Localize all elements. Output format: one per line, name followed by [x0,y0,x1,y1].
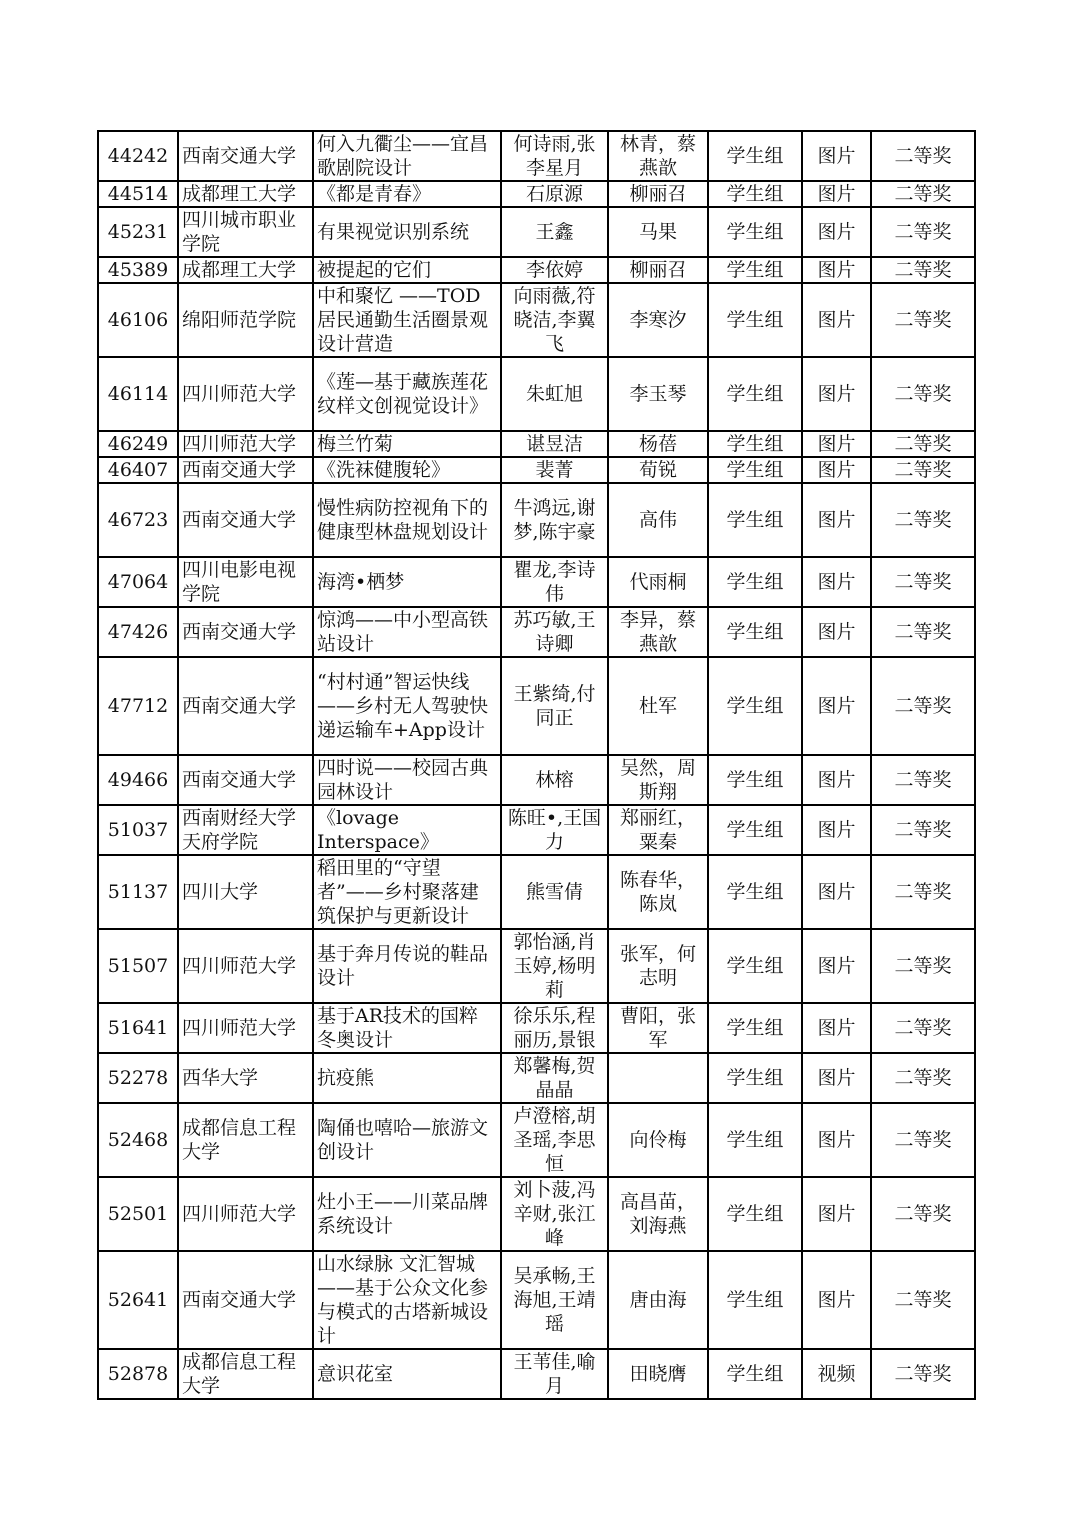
group-cell: 学生组 [708,805,802,855]
media-type-cell: 图片 [802,1177,871,1251]
media-type-cell: 图片 [802,929,871,1003]
entry-id-cell: 47064 [98,557,178,607]
authors-cell: 陈旺•,王国力 [501,805,608,855]
authors-cell: 卢澄榕,胡圣瑶,李思恒 [501,1103,608,1177]
media-type-cell: 图片 [802,357,871,431]
school-cell: 西南交通大学 [178,607,313,657]
table-row [98,357,975,431]
work-title-cell: 意识花室 [313,1349,501,1399]
media-type-cell: 图片 [802,457,871,483]
group-cell: 学生组 [708,207,802,257]
entry-id-cell: 51641 [98,1003,178,1053]
table-row [98,657,975,755]
prize-cell: 二等奖 [871,483,975,557]
authors-cell: 向雨薇,符晓洁,李翼飞 [501,283,608,357]
school-cell: 四川师范大学 [178,929,313,1003]
prize-cell: 二等奖 [871,1349,975,1399]
work-title-cell: 《lovage Interspace》 [313,805,501,855]
school-cell: 成都信息工程大学 [178,1349,313,1399]
entry-id-cell: 52641 [98,1251,178,1349]
media-type-cell: 图片 [802,1003,871,1053]
entry-id-cell: 45231 [98,207,178,257]
entry-id-cell: 46114 [98,357,178,431]
group-cell: 学生组 [708,1349,802,1399]
authors-cell: 谌昱洁 [501,431,608,457]
media-type-cell: 图片 [802,657,871,755]
entry-id-cell: 49466 [98,755,178,805]
prize-cell: 二等奖 [871,357,975,431]
school-cell: 西南交通大学 [178,483,313,557]
group-cell: 学生组 [708,657,802,755]
group-cell: 学生组 [708,257,802,283]
school-cell: 四川大学 [178,855,313,929]
media-type-cell: 视频 [802,1349,871,1399]
group-cell: 学生组 [708,929,802,1003]
prize-cell: 二等奖 [871,855,975,929]
entry-id-cell: 52468 [98,1103,178,1177]
media-type-cell: 图片 [802,755,871,805]
work-title-cell: 梅兰竹菊 [313,431,501,457]
group-cell: 学生组 [708,855,802,929]
table-row [98,607,975,657]
table-row [98,207,975,257]
work-title-cell: 陶俑也嘻哈—旅游文创设计 [313,1103,501,1177]
advisor-cell: 马果 [608,207,708,257]
work-title-cell: 海湾•栖梦 [313,557,501,607]
group-cell: 学生组 [708,1053,802,1103]
work-title-cell: 抗疫熊 [313,1053,501,1103]
prize-cell: 二等奖 [871,457,975,483]
advisor-cell [608,1053,708,1103]
awards-table [97,130,976,1400]
media-type-cell: 图片 [802,805,871,855]
advisor-cell: 杨蓓 [608,431,708,457]
prize-cell: 二等奖 [871,1177,975,1251]
table-row [98,557,975,607]
school-cell: 西华大学 [178,1053,313,1103]
entry-id-cell: 46106 [98,283,178,357]
authors-cell: 吴承畅,王海旭,王靖瑶 [501,1251,608,1349]
group-cell: 学生组 [708,1103,802,1177]
group-cell: 学生组 [708,1003,802,1053]
table-body [98,131,975,1399]
prize-cell: 二等奖 [871,1003,975,1053]
entry-id-cell: 52278 [98,1053,178,1103]
table-row [98,457,975,483]
work-title-cell: 何入九衢尘——宜昌歌剧院设计 [313,131,501,181]
prize-cell: 二等奖 [871,557,975,607]
media-type-cell: 图片 [802,131,871,181]
table-row [98,855,975,929]
media-type-cell: 图片 [802,207,871,257]
group-cell: 学生组 [708,283,802,357]
advisor-cell: 高伟 [608,483,708,557]
prize-cell: 二等奖 [871,805,975,855]
school-cell: 四川师范大学 [178,357,313,431]
prize-cell: 二等奖 [871,755,975,805]
authors-cell: 李依婷 [501,257,608,283]
work-title-cell: 中和聚忆 ——TOD居民通勤生活圈景观设计营造 [313,283,501,357]
table-row [98,755,975,805]
advisor-cell: 曹阳，张军 [608,1003,708,1053]
school-cell: 四川师范大学 [178,1177,313,1251]
media-type-cell: 图片 [802,483,871,557]
school-cell: 西南交通大学 [178,755,313,805]
authors-cell: 王鑫 [501,207,608,257]
advisor-cell: 田晓膺 [608,1349,708,1399]
entry-id-cell: 52501 [98,1177,178,1251]
table-row [98,131,975,181]
media-type-cell: 图片 [802,1053,871,1103]
media-type-cell: 图片 [802,283,871,357]
table-row [98,1251,975,1349]
advisor-cell: 高昌苗，刘海燕 [608,1177,708,1251]
authors-cell: 熊雪倩 [501,855,608,929]
entry-id-cell: 45389 [98,257,178,283]
prize-cell: 二等奖 [871,131,975,181]
group-cell: 学生组 [708,357,802,431]
school-cell: 西南交通大学 [178,131,313,181]
entry-id-cell: 52878 [98,1349,178,1399]
work-title-cell: 四时说——校园古典园林设计 [313,755,501,805]
school-cell: 西南交通大学 [178,1251,313,1349]
table-row [98,257,975,283]
group-cell: 学生组 [708,557,802,607]
group-cell: 学生组 [708,755,802,805]
group-cell: 学生组 [708,1251,802,1349]
school-cell: 成都信息工程大学 [178,1103,313,1177]
school-cell: 成都理工大学 [178,181,313,207]
advisor-cell: 柳丽召 [608,181,708,207]
prize-cell: 二等奖 [871,283,975,357]
school-cell: 西南交通大学 [178,457,313,483]
work-title-cell: 稻田里的“守望者”——乡村聚落建筑保护与更新设计 [313,855,501,929]
authors-cell: 朱虹旭 [501,357,608,431]
advisor-cell: 李异，蔡燕歆 [608,607,708,657]
media-type-cell: 图片 [802,181,871,207]
work-title-cell: 慢性病防控视角下的健康型林盘规划设计 [313,483,501,557]
work-title-cell: 被提起的它们 [313,257,501,283]
advisor-cell: 杜军 [608,657,708,755]
table-row [98,1177,975,1251]
authors-cell: 裴菁 [501,457,608,483]
work-title-cell: 山水绿脉 文汇智城——基于公众文化参与模式的古塔新城设计 [313,1251,501,1349]
authors-cell: 苏巧敏,王诗卿 [501,607,608,657]
entry-id-cell: 46407 [98,457,178,483]
advisor-cell: 柳丽召 [608,257,708,283]
work-title-cell: 《都是青春》 [313,181,501,207]
entry-id-cell: 46723 [98,483,178,557]
prize-cell: 二等奖 [871,1251,975,1349]
entry-id-cell: 47426 [98,607,178,657]
authors-cell: 郑馨梅,贺晶晶 [501,1053,608,1103]
authors-cell: 徐乐乐,程丽历,景银 [501,1003,608,1053]
prize-cell: 二等奖 [871,257,975,283]
authors-cell: 石原源 [501,181,608,207]
work-title-cell: 灶小王——川菜品牌系统设计 [313,1177,501,1251]
authors-cell: 王紫绮,付同正 [501,657,608,755]
advisor-cell: 吴然，周斯翔 [608,755,708,805]
work-title-cell: 惊鸿——中小型高铁站设计 [313,607,501,657]
prize-cell: 二等奖 [871,181,975,207]
authors-cell: 牛鸿远,谢梦,陈宇豪 [501,483,608,557]
group-cell: 学生组 [708,457,802,483]
table-row [98,283,975,357]
table-row [98,431,975,457]
school-cell: 四川电影电视学院 [178,557,313,607]
media-type-cell: 图片 [802,607,871,657]
table-row [98,483,975,557]
school-cell: 成都理工大学 [178,257,313,283]
advisor-cell: 郑丽红，粟秦 [608,805,708,855]
group-cell: 学生组 [708,131,802,181]
work-title-cell: 基于奔月传说的鞋品设计 [313,929,501,1003]
authors-cell: 何诗雨,张李星月 [501,131,608,181]
entry-id-cell: 46249 [98,431,178,457]
table-row [98,805,975,855]
authors-cell: 林榕 [501,755,608,805]
authors-cell: 刘卜菠,冯辛财,张江峰 [501,1177,608,1251]
prize-cell: 二等奖 [871,431,975,457]
media-type-cell: 图片 [802,1251,871,1349]
work-title-cell: 《莲—基于藏族莲花纹样文创视觉设计》 [313,357,501,431]
authors-cell: 王苇佳,喻月 [501,1349,608,1399]
school-cell: 西南交通大学 [178,657,313,755]
advisor-cell: 向伶梅 [608,1103,708,1177]
table-row [98,929,975,1003]
school-cell: 四川城市职业学院 [178,207,313,257]
work-title-cell: “村村通”智运快线——乡村无人驾驶快递运输车+App设计 [313,657,501,755]
advisor-cell: 代雨桐 [608,557,708,607]
group-cell: 学生组 [708,181,802,207]
table-row [98,1103,975,1177]
group-cell: 学生组 [708,483,802,557]
media-type-cell: 图片 [802,257,871,283]
table-row [98,1053,975,1103]
school-cell: 西南财经大学天府学院 [178,805,313,855]
entry-id-cell: 51037 [98,805,178,855]
group-cell: 学生组 [708,431,802,457]
group-cell: 学生组 [708,1177,802,1251]
table-row [98,181,975,207]
media-type-cell: 图片 [802,855,871,929]
advisor-cell: 李玉琴 [608,357,708,431]
school-cell: 绵阳师范学院 [178,283,313,357]
work-title-cell: 有果视觉识别系统 [313,207,501,257]
prize-cell: 二等奖 [871,1053,975,1103]
work-title-cell: 《洗袜健腹轮》 [313,457,501,483]
advisor-cell: 荀锐 [608,457,708,483]
advisor-cell: 李寒汐 [608,283,708,357]
prize-cell: 二等奖 [871,1103,975,1177]
entry-id-cell: 51137 [98,855,178,929]
media-type-cell: 图片 [802,1103,871,1177]
advisor-cell: 唐由海 [608,1251,708,1349]
prize-cell: 二等奖 [871,929,975,1003]
prize-cell: 二等奖 [871,207,975,257]
media-type-cell: 图片 [802,557,871,607]
authors-cell: 郭怡涵,肖玉婷,杨明莉 [501,929,608,1003]
group-cell: 学生组 [708,607,802,657]
table-row [98,1003,975,1053]
prize-cell: 二等奖 [871,607,975,657]
school-cell: 四川师范大学 [178,431,313,457]
entry-id-cell: 47712 [98,657,178,755]
entry-id-cell: 44242 [98,131,178,181]
advisor-cell: 林青，蔡燕歆 [608,131,708,181]
prize-cell: 二等奖 [871,657,975,755]
work-title-cell: 基于AR技术的国粹冬奥设计 [313,1003,501,1053]
entry-id-cell: 51507 [98,929,178,1003]
media-type-cell: 图片 [802,431,871,457]
school-cell: 四川师范大学 [178,1003,313,1053]
advisor-cell: 陈春华，陈岚 [608,855,708,929]
advisor-cell: 张军，何志明 [608,929,708,1003]
table-row [98,1349,975,1399]
authors-cell: 瞿龙,李诗伟 [501,557,608,607]
entry-id-cell: 44514 [98,181,178,207]
